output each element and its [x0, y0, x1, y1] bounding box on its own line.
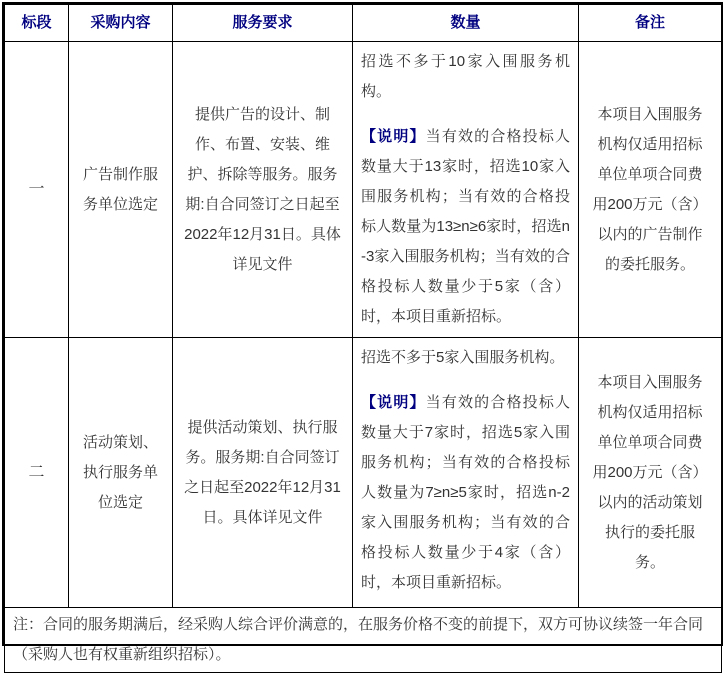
- lot1-quantity-intro: 招选不多于10家入围服务机构。: [361, 53, 570, 100]
- lot2-note-text: 当有效的合格投标人数量大于7家时，招选5家入围服务机构；当有效的合格投标人数量为7≥n≥5家时，招选n-2家入围服务机构；当有效的合格投标人数量少于4家（含）时，本项目重新招标。: [361, 394, 570, 591]
- lot2-procurement-content: 活动策划、执行服务单位选定: [69, 338, 173, 608]
- lot1-section-number: 一: [5, 42, 69, 338]
- lot1-quantity-explanation: [361, 122, 570, 332]
- lot1-remark: 本项目入围服务机构仅适用招标单位单项合同费用200万元（含）以内的广告制作的委托服务。: [579, 42, 722, 338]
- lot1-quantity-cell: [353, 42, 579, 338]
- lot2-service-requirements: 提供活动策划、执行服务。服务期:自合同签订之日起至2022年12月31日。具体详见文件: [173, 338, 353, 608]
- procurement-lots-table: [4, 4, 722, 673]
- lot2-quantity-intro: 招选不多于5家入围服务机构。: [361, 349, 565, 366]
- lot2-quantity-explanation: [361, 388, 570, 598]
- procurement-table-container: [2, 2, 723, 663]
- header-remarks: 备注: [579, 5, 722, 42]
- lot2-note-label: 【说明】: [361, 394, 426, 411]
- header-row: [5, 5, 722, 42]
- header-service-requirements: 服务要求: [173, 5, 353, 42]
- lot1-procurement-content: 广告制作服务单位选定: [69, 42, 173, 338]
- table-row-lot-1: [5, 42, 722, 338]
- table-row-lot-2: [5, 338, 722, 608]
- lot1-service-requirements: 提供广告的设计、制作、布置、安装、维护、拆除等服务。服务期:自合同签订之日起至2022年12月31日。具体详见文件: [173, 42, 353, 338]
- lot1-note-label: 【说明】: [361, 128, 426, 145]
- lot2-section-number: 二: [5, 338, 69, 608]
- header-procurement-content: 采购内容: [69, 5, 173, 42]
- lot1-note-text: 当有效的合格投标人数量大于13家时，招选10家入围服务机构；当有效的合格投标人数量为13≥n≥6家时，招选n-3家入围服务机构；当有效的合格投标人数量少于5家（含）时，本项目重新招标。: [361, 128, 570, 325]
- lot2-quantity-cell: [353, 338, 579, 608]
- lot2-remark: 本项目入围服务机构仅适用招标单位单项合同费用200万元（含）以内的活动策划执行的委托服务。: [579, 338, 722, 608]
- table-footnote: 注：合同的服务期满后，经采购人综合评价满意的，在服务价格不变的前提下，双方可协议续签一年合同（采购人也有权重新组织招标）。: [5, 608, 722, 673]
- footnote-row: [5, 608, 722, 673]
- header-section: 标段: [5, 5, 69, 42]
- header-quantity: 数量: [353, 5, 579, 42]
